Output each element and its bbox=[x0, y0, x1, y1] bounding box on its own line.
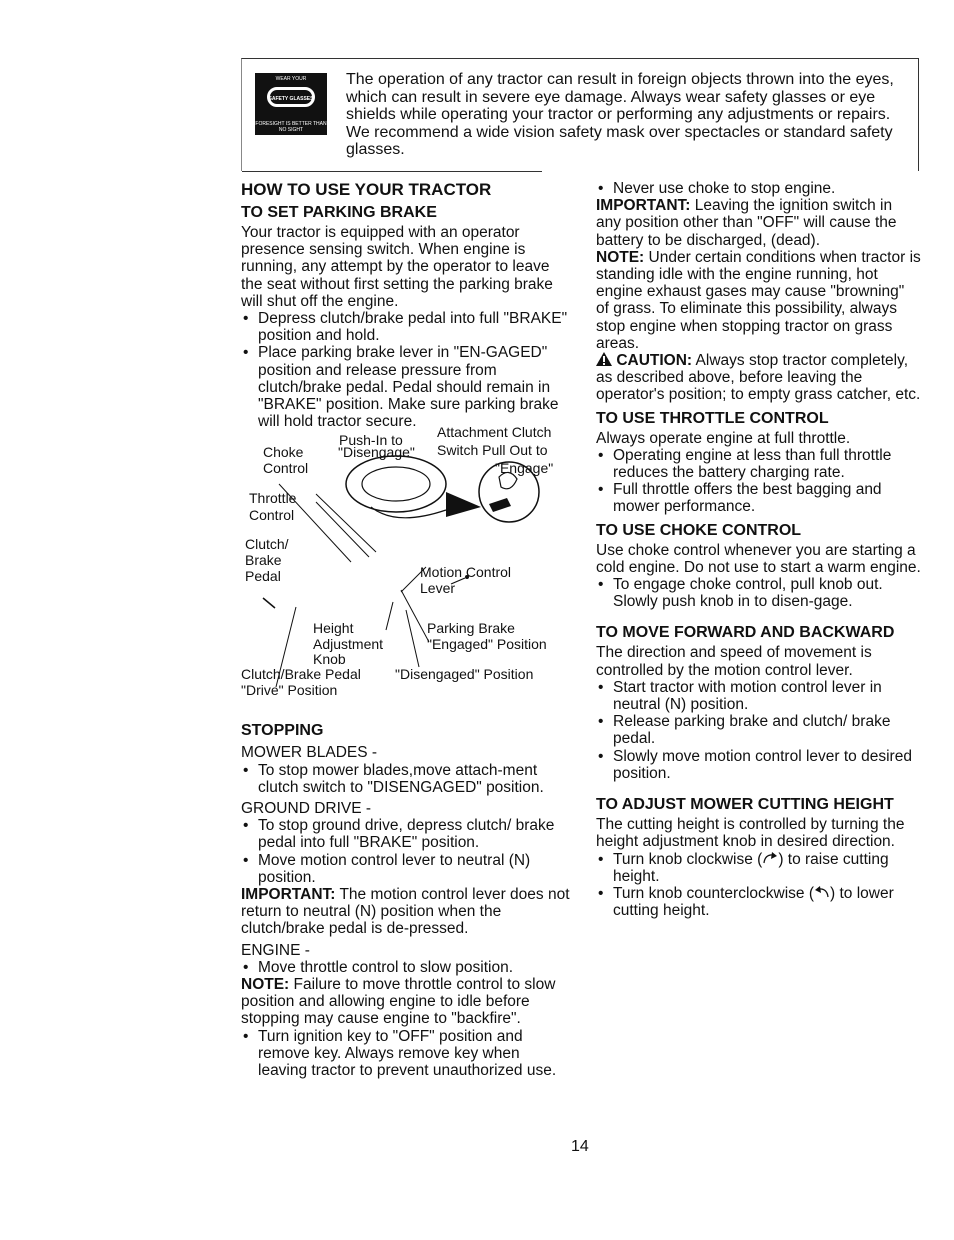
counterclockwise-text-pre: Turn knob counterclockwise ( bbox=[613, 884, 815, 902]
list-item bbox=[596, 885, 921, 919]
safety-glasses-icon bbox=[255, 73, 327, 135]
counterclockwise-arrow-icon bbox=[814, 886, 830, 898]
fig-label-choke-control: Control bbox=[263, 460, 309, 477]
parking-brake-intro: Your tractor is equipped with an operator presence sensing switch. When engine is running, any attempt by the operator to leave the seat without first setting the parking brake will shut off the engine. bbox=[241, 224, 553, 310]
list-item: • Place parking brake lever in "EN-GAGED" position and release pressure from clutch/brake pedal. Pedal should remain in "BRAKE" position. Make sure parking brake will hold tractor secure. bbox=[241, 344, 571, 430]
main-heading: HOW TO USE YOUR TRACTOR bbox=[241, 180, 492, 199]
list-item: • To stop mower blades,move attach-ment clutch switch to "DISENGAGED" position. bbox=[241, 762, 571, 796]
list-item: • Full throttle offers the best bagging and mower performance. bbox=[596, 481, 921, 515]
fig-label-throttle-control: Control bbox=[249, 507, 295, 524]
caution-icon bbox=[596, 352, 612, 366]
caution-label: CAUTION: bbox=[616, 352, 693, 370]
list-item: • Slowly move motion control lever to desired position. bbox=[596, 748, 921, 782]
fig-label-motion-control: Motion Control bbox=[420, 564, 512, 581]
left-column bbox=[241, 180, 571, 1079]
fig-label-brake: Brake bbox=[245, 552, 282, 569]
note-paragraph bbox=[241, 976, 571, 1028]
icon-label-top: WEAR YOUR bbox=[275, 76, 307, 82]
important-text: The motion control lever does not return to neutral (N) position when the clutch/brake pedal is de-pressed. bbox=[241, 886, 570, 938]
fig-label-knob: Knob bbox=[313, 651, 346, 668]
fig-label-engaged-position: "Engaged" Position bbox=[427, 636, 547, 653]
warning-text: The operation of any tractor can result in foreign objects thrown into the eyes, which can result in severe eye damage. Always wear safety glasses or eye shields while operating your tractor or performing any adjustments or repairs. We recommend a wide vision safety mask over spectacles or standard safety glasses. bbox=[346, 71, 894, 158]
fig-label-disengaged-position: "Disengaged" Position bbox=[395, 666, 534, 683]
clockwise-text-pre: Turn knob clockwise ( bbox=[613, 850, 763, 868]
important-label: IMPORTANT: bbox=[241, 886, 336, 904]
fig-label-engage: "Engage" bbox=[495, 460, 554, 477]
important-paragraph bbox=[241, 886, 571, 938]
caution-paragraph bbox=[596, 352, 921, 404]
steering-wheel-shape bbox=[346, 456, 446, 512]
note-text: Failure to move throttle control to slow position and allowing engine to idle before stopping may cause engine to "backfire". bbox=[241, 976, 556, 1028]
counterclockwise-text-post: ) to lower cutting height. bbox=[613, 884, 894, 920]
throttle-heading: TO USE THROTTLE CONTROL bbox=[596, 409, 829, 427]
engine-list bbox=[241, 959, 571, 976]
fig-label-pedal: Pedal bbox=[245, 568, 281, 585]
fig-label-disengage: "Disengage" bbox=[338, 444, 415, 461]
fig-label-push-in: Push-In to bbox=[339, 432, 403, 449]
caution-text: Always stop tractor completely, as described above, before leaving the operator's position; to empty grass catcher, etc. bbox=[596, 352, 921, 404]
list-item: • To engage choke control, pull knob out. Slowly push knob in to disen-gage. bbox=[596, 576, 921, 610]
fig-label-clutch-brake-pedal: Clutch/Brake Pedal bbox=[241, 666, 361, 683]
list-item: • To stop ground drive, depress clutch/ brake pedal into full "BRAKE" position. bbox=[241, 817, 571, 851]
ground-drive-label: GROUND DRIVE - bbox=[241, 800, 372, 818]
cutting-height-intro: The cutting height is controlled by turning the height adjustment knob in desired direction. bbox=[596, 816, 905, 851]
important-label: IMPORTANT: bbox=[596, 197, 691, 215]
throttle-list bbox=[596, 447, 921, 516]
throttle-intro: Always operate engine at full throttle. bbox=[596, 429, 851, 447]
note-label: NOTE: bbox=[596, 248, 645, 266]
mower-blades-list bbox=[241, 762, 571, 796]
ground-drive-list bbox=[241, 817, 571, 886]
page-number: 14 bbox=[571, 1138, 589, 1155]
fig-label-throttle: Throttle bbox=[249, 490, 297, 507]
mower-blades-label: MOWER BLADES - bbox=[241, 744, 378, 762]
list-item: • Operating engine at less than full throttle reduces the battery charging rate. bbox=[596, 447, 921, 481]
fig-label-parking-brake: Parking Brake bbox=[427, 620, 515, 637]
safety-warning-box bbox=[241, 58, 919, 171]
choke-heading: TO USE CHOKE CONTROL bbox=[596, 521, 802, 539]
controls-figure bbox=[241, 424, 571, 722]
fig-label-attachment: Attachment Clutch bbox=[437, 424, 552, 441]
list-item: • Depress clutch/brake pedal into full "BRAKE" position and hold. bbox=[241, 310, 571, 344]
fig-label-drive-position: "Drive" Position bbox=[241, 682, 338, 699]
fig-label-adjustment: Adjustment bbox=[313, 636, 384, 653]
list-item: • Never use choke to stop engine. bbox=[596, 180, 921, 197]
right-column bbox=[596, 180, 921, 919]
note-text: Under certain conditions when tractor is standing idle with the engine running, hot engine exhaust gases may cause "browning" of grass. To eliminate this possibility, always stop engine when stopping tractor on grass areas. bbox=[596, 248, 921, 352]
warning-box-divider bbox=[242, 171, 542, 172]
list-item bbox=[596, 851, 921, 885]
parking-brake-heading: TO SET PARKING BRAKE bbox=[241, 204, 437, 221]
move-heading: TO MOVE FORWARD AND BACKWARD bbox=[596, 624, 895, 642]
icon-label-mid: SAFETY GLASSES bbox=[268, 96, 314, 102]
choke-list bbox=[596, 576, 921, 610]
note-paragraph bbox=[596, 249, 921, 352]
fig-label-choke: Choke bbox=[263, 444, 304, 461]
engine-list-2 bbox=[241, 1028, 571, 1080]
cutting-height-heading: TO ADJUST MOWER CUTTING HEIGHT bbox=[596, 796, 894, 814]
important-paragraph bbox=[596, 197, 921, 249]
note-label: NOTE: bbox=[241, 976, 290, 994]
list-item: • Start tractor with motion control lever in neutral (N) position. bbox=[596, 679, 921, 713]
engine-label: ENGINE - bbox=[241, 941, 310, 959]
list-item: • Move throttle control to slow position. bbox=[241, 959, 571, 976]
choke-warning-list bbox=[596, 180, 921, 197]
cutting-height-list bbox=[596, 851, 921, 920]
stopping-heading: STOPPING bbox=[241, 722, 324, 740]
important-text: Leaving the ignition switch in any position other than "OFF" will cause the battery to be discharged, (dead). bbox=[596, 197, 897, 249]
choke-intro: Use choke control whenever you are starting a cold engine. Do not use to start a warm engine. bbox=[596, 541, 921, 576]
icon-label-bottom: FORESIGHT IS BETTER THAN NO SIGHT bbox=[255, 121, 327, 133]
fig-label-height: Height bbox=[313, 620, 354, 637]
parking-brake-list bbox=[241, 310, 571, 430]
fig-label-lever: Lever bbox=[420, 580, 456, 597]
list-item: • Release parking brake and clutch/ brake pedal. bbox=[596, 713, 921, 747]
clockwise-arrow-icon bbox=[762, 852, 778, 864]
list-item: • Move motion control lever to neutral (N) position. bbox=[241, 852, 571, 886]
move-intro: The direction and speed of movement is controlled by the motion control lever. bbox=[596, 644, 872, 679]
list-item: • Turn ignition key to "OFF" position and remove key. Always remove key when leaving tractor to prevent unauthorized use. bbox=[241, 1028, 571, 1080]
fig-label-switch-pull: Switch Pull Out to bbox=[437, 442, 548, 459]
move-list bbox=[596, 679, 921, 782]
clockwise-text-post: ) to raise cutting height. bbox=[613, 850, 889, 885]
fig-label-clutch: Clutch/ bbox=[245, 536, 289, 553]
